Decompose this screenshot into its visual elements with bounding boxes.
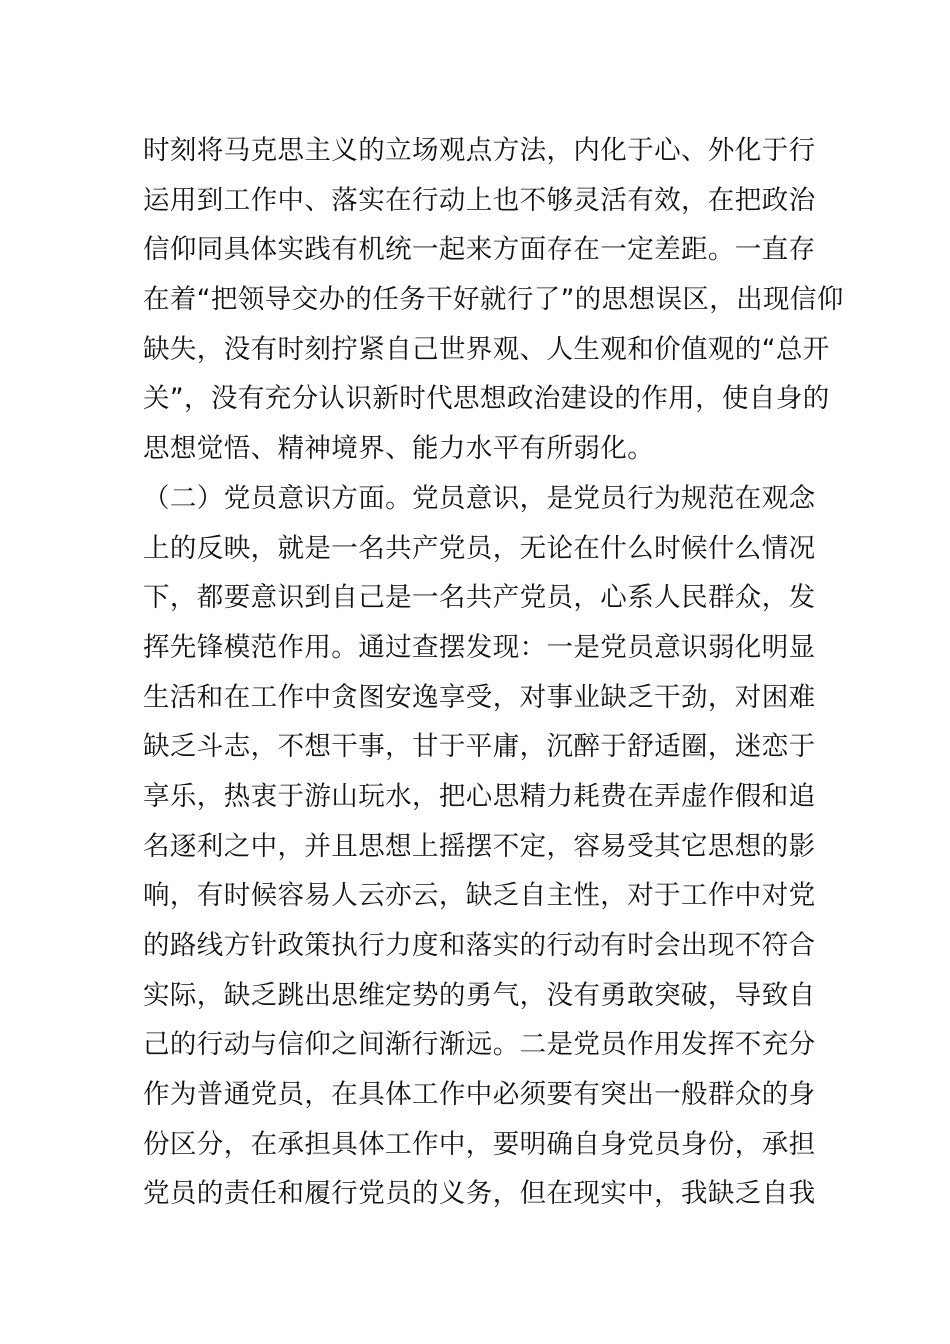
text-line: 份区分，在承担具体工作中，要明确自身党员身份，承担 [143, 1128, 816, 1160]
text-line: 下，都要意识到自己是一名共产党员，心系人民群众，发 [143, 582, 816, 614]
text-line: 生活和在工作中贪图安逸享受，对事业缺乏干劲，对困难 [143, 681, 816, 713]
section-heading-line: （二）党员意识方面。党员意识，是党员行为规范在观念 [143, 482, 816, 514]
text-line: 信仰同具体实践有机统一起来方面存在一定差距。一直存 [143, 234, 816, 266]
text-line: 实际，缺乏跳出思维定势的勇气，没有勇敢突破，导致自 [143, 979, 816, 1011]
text-line: 运用到工作中、落实在行动上也不够灵活有效，在把政治 [143, 184, 816, 216]
text-line: 缺失，没有时刻拧紧自己世界观、人生观和价值观的“总开 [143, 333, 830, 365]
text-line: 思想觉悟、精神境界、能力水平有所弱化。 [143, 433, 655, 465]
text-line: 缺乏斗志，不想干事，甘于平庸，沉醉于舒适圈，迷恋于 [143, 731, 816, 763]
text-line: 时刻将马克思主义的立场观点方法，内化于心、外化于行 [143, 135, 816, 166]
text-line: 的路线方针政策执行力度和落实的行动有时会出现不符合 [143, 930, 816, 961]
text-line: 己的行动与信仰之间渐行渐远。二是党员作用发挥不充分 [143, 1029, 816, 1061]
text-line: 作为普通党员，在具体工作中必须要有突出一般群众的身 [143, 1079, 816, 1111]
text-line: 上的反映，就是一名共产党员，无论在什么时候什么情况 [143, 532, 816, 564]
text-line: 响，有时候容易人云亦云，缺乏自主性，对于工作中对党 [143, 880, 816, 912]
text-line: 党员的责任和履行党员的义务，但在现实中，我缺乏自我 [143, 1178, 816, 1210]
body-text [143, 126, 844, 1219]
text-line: 挥先锋模范作用。通过查摆发现：一是党员意识弱化明显 [143, 631, 816, 663]
text-line: 在着“把领导交办的任务干好就行了”的思想误区，出现信仰 [143, 284, 844, 316]
text-line: 享乐，热衷于游山玩水，把心思精力耗费在弄虚作假和追 [143, 780, 816, 812]
text-line: 名逐利之中，并且思想上摇摆不定，容易受其它思想的影 [143, 830, 816, 862]
text-line: 关”，没有充分认识新时代思想政治建设的作用，使自身的 [143, 383, 830, 415]
